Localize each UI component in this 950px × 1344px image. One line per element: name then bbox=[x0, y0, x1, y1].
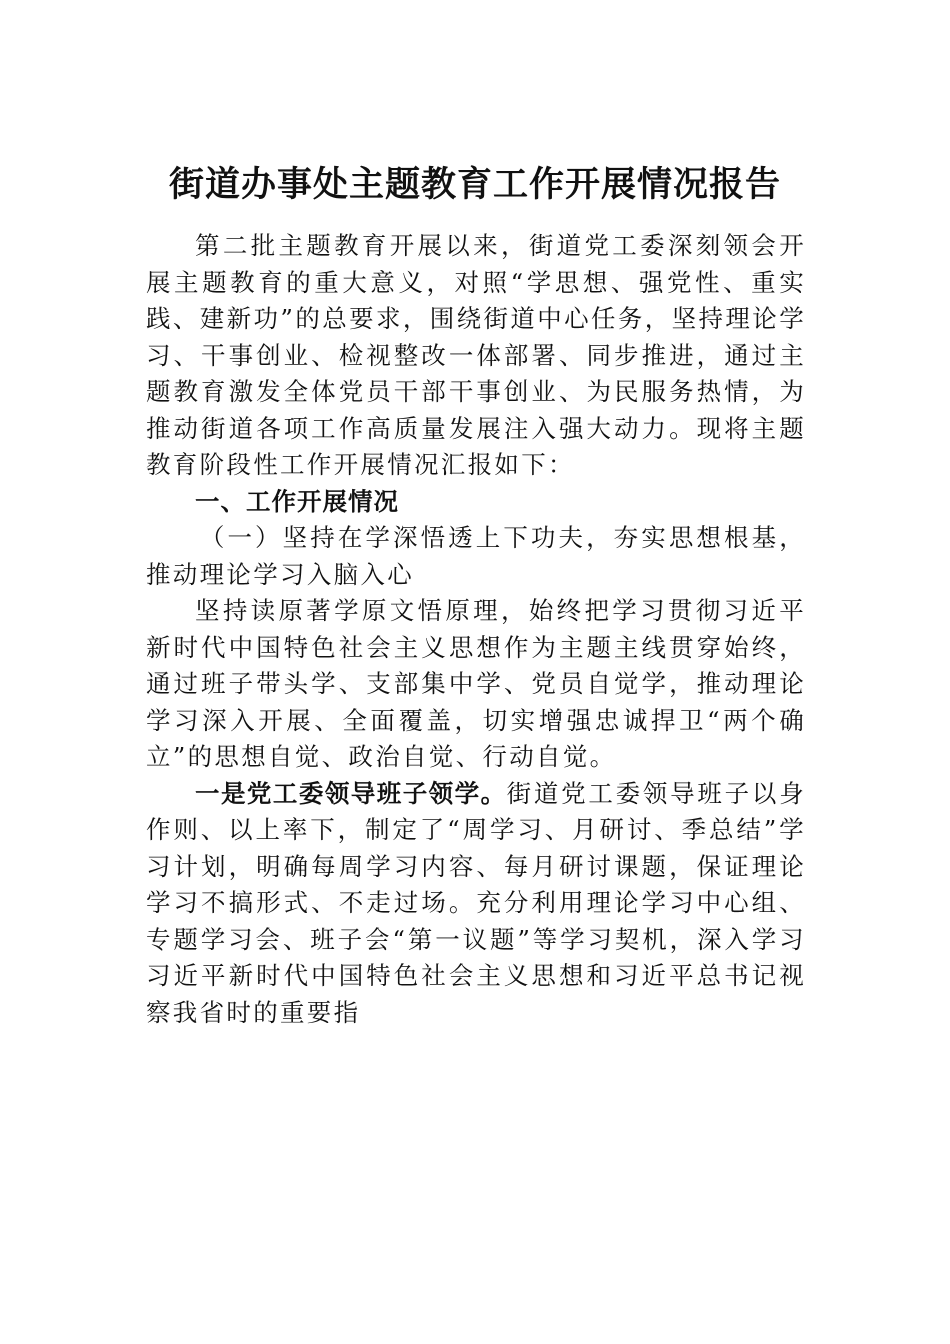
intro-paragraph: 第二批主题教育开展以来，街道党工委深刻领会开展主题教育的重大意义，对照“学思想、强党性、重实践、建新功”的总要求，围绕街道中心任务，坚持理论学习、干事创业、检视整改一体部署、同步推进，通过主题教育激发全体党员干部干事创业、为民服务热情，为推动街道各项工作高质量发展注入强大动力。现将主题教育阶段性工作开展情况汇报如下： bbox=[146, 231, 806, 479]
subsection-paragraph: 坚持读原著学原文悟原理，始终把学习贯彻习近平新时代中国特色社会主义思想作为主题主线贯穿始终，通过班子带头学、支部集中学、党员自觉学，推动理论学习深入开展、全面覆盖，切实增强忠诚捍卫“两个确立”的思想自觉、政治自觉、行动自觉。 bbox=[146, 596, 806, 771]
document-body bbox=[146, 228, 806, 1031]
document-title: 街道办事处主题教育工作开展情况报告 bbox=[168, 164, 781, 205]
point-lead: 一是党工委领导班子领学。 bbox=[195, 778, 507, 808]
subsection-heading: （一）坚持在学深悟透上下功夫，夯实思想根基，推动理论学习入脑入心 bbox=[146, 523, 806, 589]
point-text: 街道党工委领导班子以身作则、以上率下，制定了“周学习、月研讨、季总结”学习计划，明确每周学习内容、每月研讨课题，保证理论学习不搞形式、不走过场。充分利用理论学习中心组、专题学习会、班子会“第一议题”等学习契机，深入学习习近平新时代中国特色社会主义思想和习近平总书记视察我省时的重要指 bbox=[146, 778, 806, 1027]
section-heading: 一、工作开展情况 bbox=[195, 486, 399, 516]
point-paragraph bbox=[146, 776, 806, 1032]
